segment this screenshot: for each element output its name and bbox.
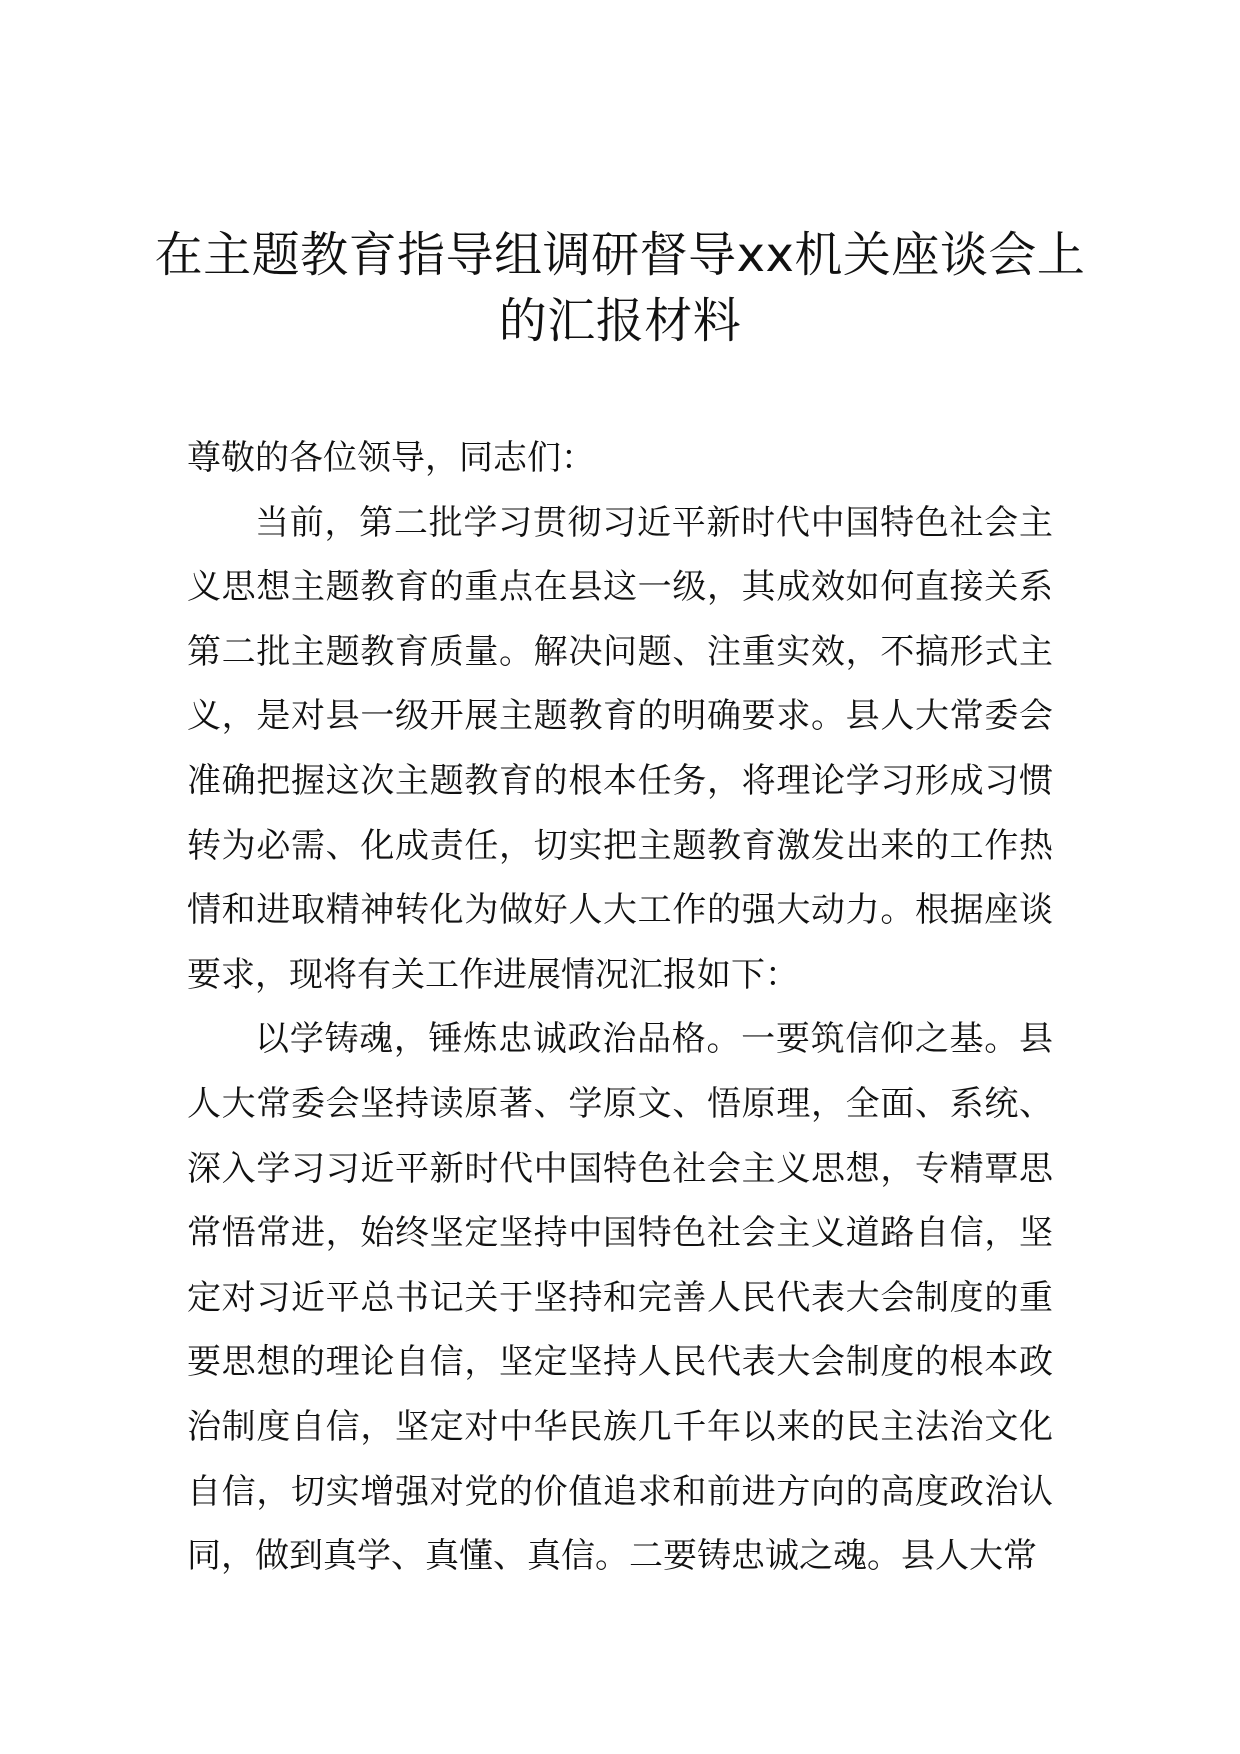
paragraph-1: 当前，第二批学习贯彻习近平新时代中国特色社会主义思想主题教育的重点在县这一级，其成效如何直接关系第二批主题教育质量。解决问题、注重实效，不搞形式主义，是对县一级开展主题教育的明确要求。县人大常委会准确把握这次主题教育的根本任务，将理论学习形成习惯转为必需、化成责任，切实把主题教育激发出来的工作热情和进取精神转化为做好人大工作的强大动力。根据座谈要求，现将有关工作进展情况汇报如下：: [187, 502, 1053, 995]
document-title: 在主题教育指导组调研督导xx机关座谈会上的汇报材料: [154, 227, 1086, 349]
paragraph-2: 以学铸魂，锤炼忠诚政治品格。一要筑信仰之基。县人大常委会坚持读原著、学原文、悟原理，全面、系统、深入学习习近平新时代中国特色社会主义思想，专精覃思常悟常进，始终坚定坚持中国特色社会主义道路自信，坚定对习近平总书记关于坚持和完善人民代表大会制度的重要思想的理论自信，坚定坚持人民代表大会制度的根本政治制度自信，坚定对中华民族几千年以来的民主法治文化自信，切实增强对党的价值追求和前进方向的高度政治认同，做到真学、真懂、真信。二要铸忠诚之魂。县人大常: [187, 1019, 1053, 1577]
document-body: [187, 426, 1053, 1589]
salutation: 尊敬的各位领导，同志们：: [187, 438, 595, 478]
